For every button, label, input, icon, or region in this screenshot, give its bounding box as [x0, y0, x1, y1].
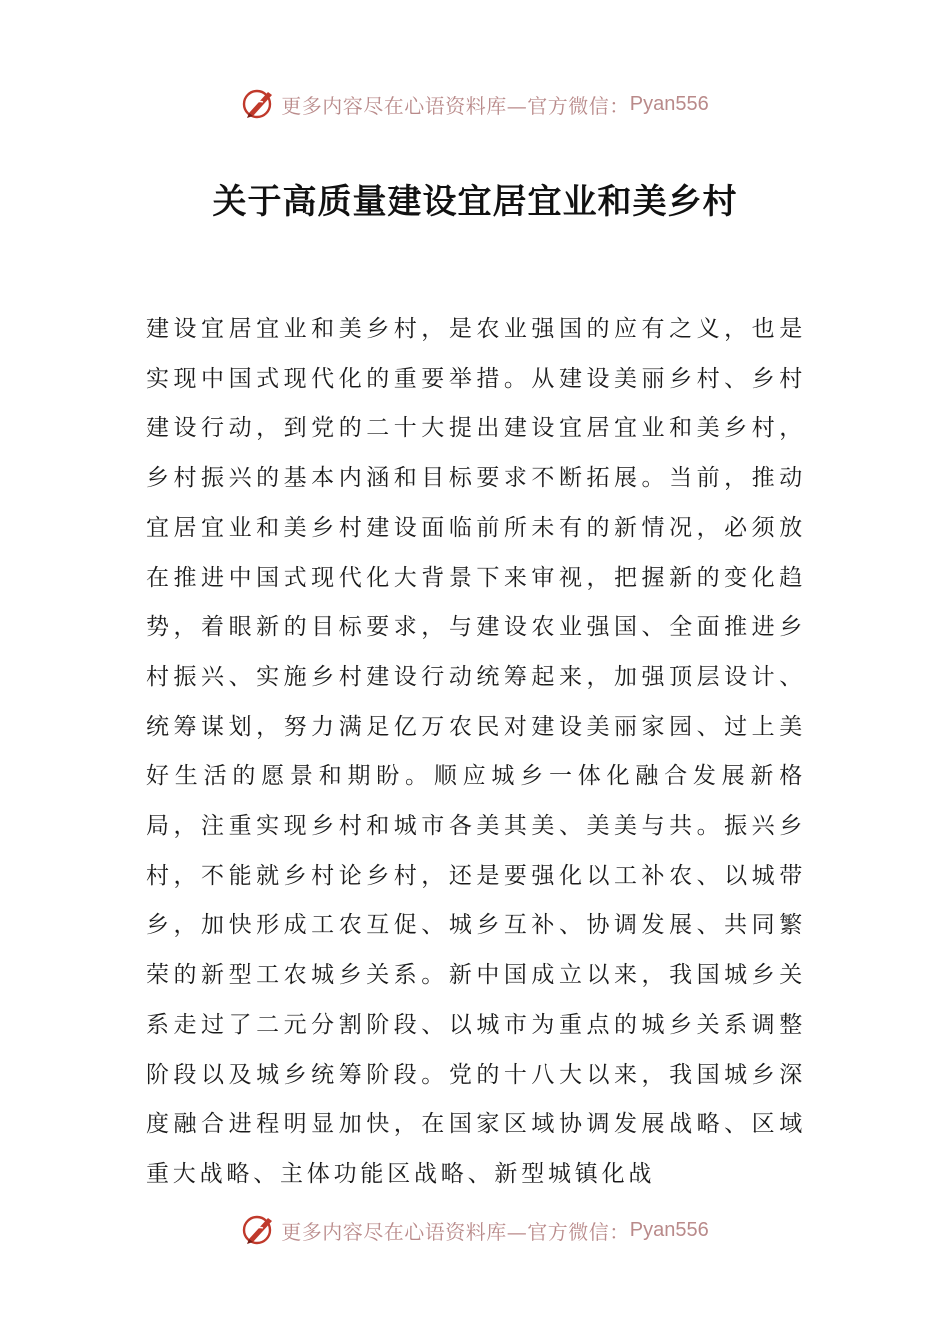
pen-logo-icon	[241, 86, 277, 122]
pen-logo-icon	[241, 1212, 277, 1248]
header-banner	[0, 84, 950, 124]
footer-banner	[0, 1210, 950, 1250]
header-banner-text: 更多内容尽在心语资料库—官方微信：	[281, 93, 630, 118]
document-body: 建设宜居宜业和美乡村，是农业强国的应有之义，也是实现中国式现代化的重要举措。从建设美丽乡村、乡村建设行动，到党的二十大提出建设宜居宜业和美乡村，乡村振兴的基本内涵和目标要求不断拓展。当前，推动宜居宜业和美乡村建设面临前所未有的新情况，必须放在推进中国式现代化大背景下来审视，把握新的变化趋势，着眼新的目标要求，与建设农业强国、全面推进乡村振兴、实施乡村建设行动统筹起来，加强顶层设计、统筹谋划，努力满足亿万农民对建设美丽家园、过上美好生活的愿景和期盼。顺应城乡一体化融合发展新格局，注重实现乡村和城市各美其美、美美与共。振兴乡村，不能就乡村论乡村，还是要强化以工补农、以城带乡，加快形成工农互促、城乡互补、协调发展、共同繁荣的新型工农城乡关系。新中国成立以来，我国城乡关系走过了二元分割阶段、以城市为重点的城乡关系调整阶段以及城乡统筹阶段。党的十八大以来，我国城乡深度融合进程明显加快，在国家区域协调发展战略、区域重大战略、主体功能区战略、新型城镇化战	[146, 316, 806, 1187]
footer-banner-wechat-id: Pyan556	[629, 1218, 709, 1241]
header-banner-wechat-id: Pyan556	[629, 92, 709, 115]
footer-banner-text: 更多内容尽在心语资料库—官方微信：	[281, 1219, 630, 1244]
document-title: 关于高质量建设宜居宜业和美乡村	[212, 182, 738, 222]
